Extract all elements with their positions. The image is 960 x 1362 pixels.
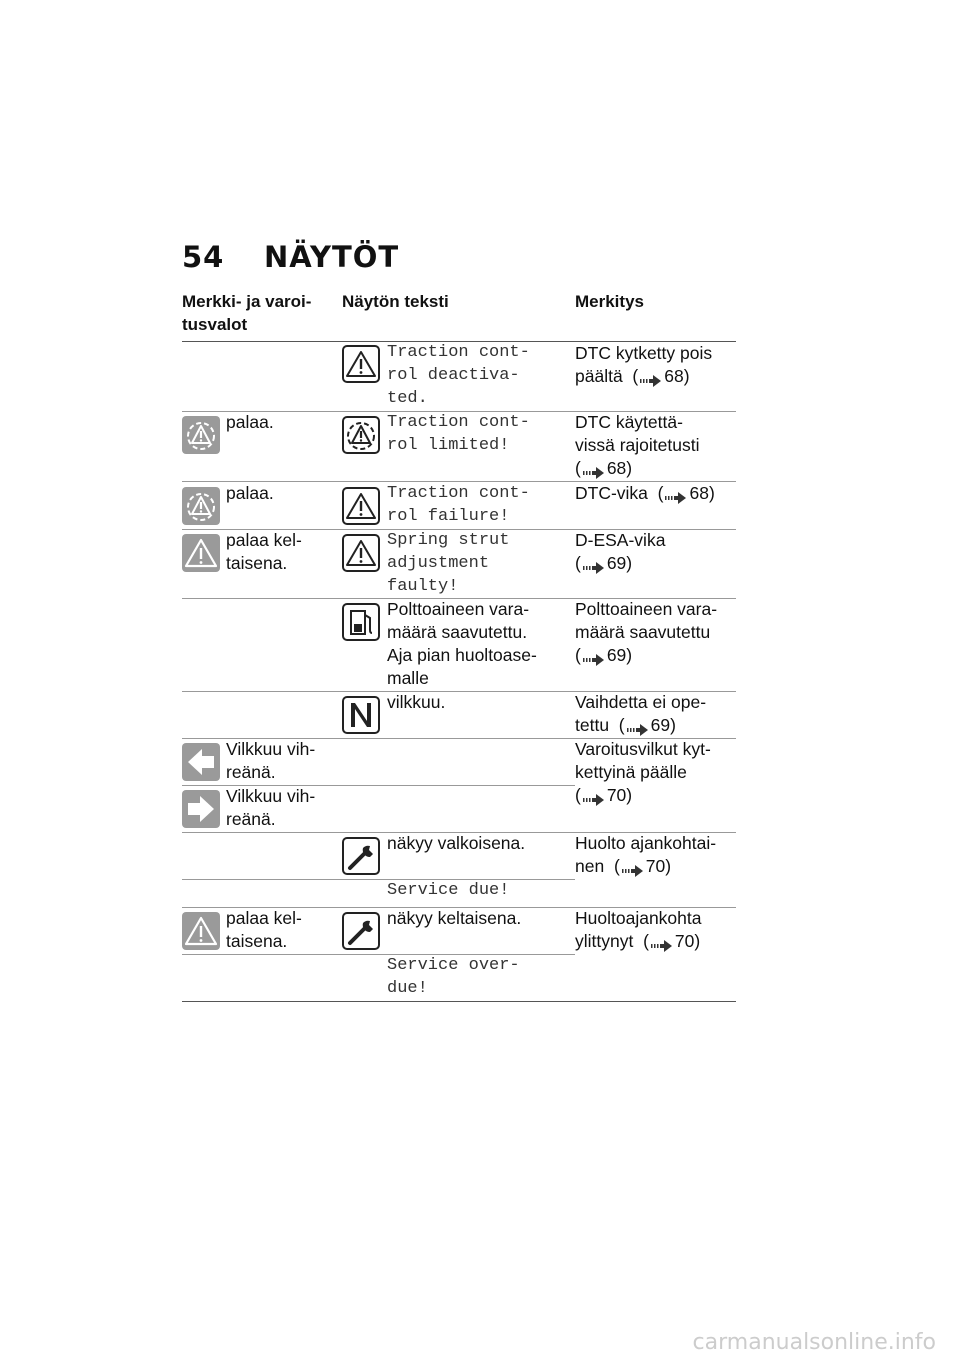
neutral-gear-icon [342,696,380,734]
page-header [182,240,399,274]
display-text: Polttoaineen vara- määrä saavutettu. Aja pian huoltoase- malle [387,599,537,688]
warning-triangle-icon [182,912,220,950]
meaning-text: DTC käytettä- vissä rajoitetusti ( 68) [575,412,700,478]
warning-triangle-icon [182,534,220,572]
page-reference[interactable]: ( 69) [618,715,676,735]
turn-right-icon [182,790,220,828]
table-bottom-rule [182,1001,736,1002]
page-reference[interactable]: ( 69) [575,645,633,665]
meaning-text: Huoltoajankohta ylittynyt ( 70) [575,908,702,951]
page-number: 54 [182,240,225,274]
page-reference[interactable]: ( 70) [643,931,701,951]
watermark: carmanualsonline.info [692,1330,936,1355]
reference-arrow-icon [583,557,605,569]
display-text: Spring strut adjustment faulty! [387,531,510,596]
reference-arrow-icon [583,462,605,474]
warning-triangle-icon [342,345,380,383]
lamp-state-text: palaa. [226,483,274,503]
reference-arrow-icon [651,935,673,947]
traction-control-icon [182,416,220,454]
display-text: näkyy keltaisena. [387,908,522,928]
lamp-state-text: palaa kel- taisena. [226,908,302,951]
turn-left-icon [182,743,220,781]
page-reference[interactable]: ( 68) [575,458,633,478]
meaning-text: Vaihdetta ei ope- tettu ( 69) [575,692,707,735]
lamp-state-text: Vilkkuu vih- reänä. [226,786,316,829]
display-text: Service due! [387,881,510,900]
meaning-text: Huolto ajankohtai- nen ( 70) [575,833,717,876]
meaning-text: DTC-vika ( 68) [575,483,715,503]
wrench-icon [342,837,380,875]
lamp-state-text: palaa. [226,412,274,432]
meaning-text: DTC kytketty pois päältä ( 68) [575,343,713,386]
reference-arrow-icon [622,860,644,872]
lamp-state-text: palaa kel- taisena. [226,530,302,573]
lamp-state-text: Vilkkuu vih- reänä. [226,739,316,782]
column-header-meaning: Merkitys [575,292,644,311]
display-text: Service over- due! [387,956,520,998]
page-reference[interactable]: ( 68) [632,366,690,386]
page-reference[interactable]: ( 70) [613,856,672,876]
column-header-lamps: Merkki- ja varoi- tusvalot [182,292,312,334]
meaning-text: D-ESA-vika ( 69) [575,530,666,573]
display-text: näkyy valkoisena. [387,833,526,853]
wrench-icon [342,912,380,950]
reference-arrow-icon [640,370,662,382]
display-text: Traction cont- rol failure! [387,484,530,526]
page-reference[interactable]: ( 69) [575,553,633,573]
page-reference[interactable]: ( 68) [657,483,715,503]
column-header-display-text: Näytön teksti [342,292,449,311]
row-divider [182,879,575,880]
reference-arrow-icon [583,649,605,661]
display-text: Traction cont- rol deactiva- ted. [387,343,530,408]
traction-control-icon [342,416,380,454]
display-text: Traction cont- rol limited! [387,413,530,455]
warning-triangle-icon [342,534,380,572]
page-reference[interactable]: ( 70) [575,785,633,805]
meaning-text: Polttoaineen vara- määrä saavutettu ( 69) [575,599,718,665]
display-text: vilkkuu. [387,692,446,712]
meaning-text: Varoitusvilkut kyt- kettyinä päälle ( 70) [575,739,711,805]
page-title: NÄYTÖT [264,240,400,274]
reference-arrow-icon [583,789,605,801]
warning-triangle-icon [342,487,380,525]
reference-arrow-icon [665,487,687,499]
fuel-pump-icon [342,603,380,641]
reference-arrow-icon [627,719,649,731]
traction-control-icon [182,487,220,525]
